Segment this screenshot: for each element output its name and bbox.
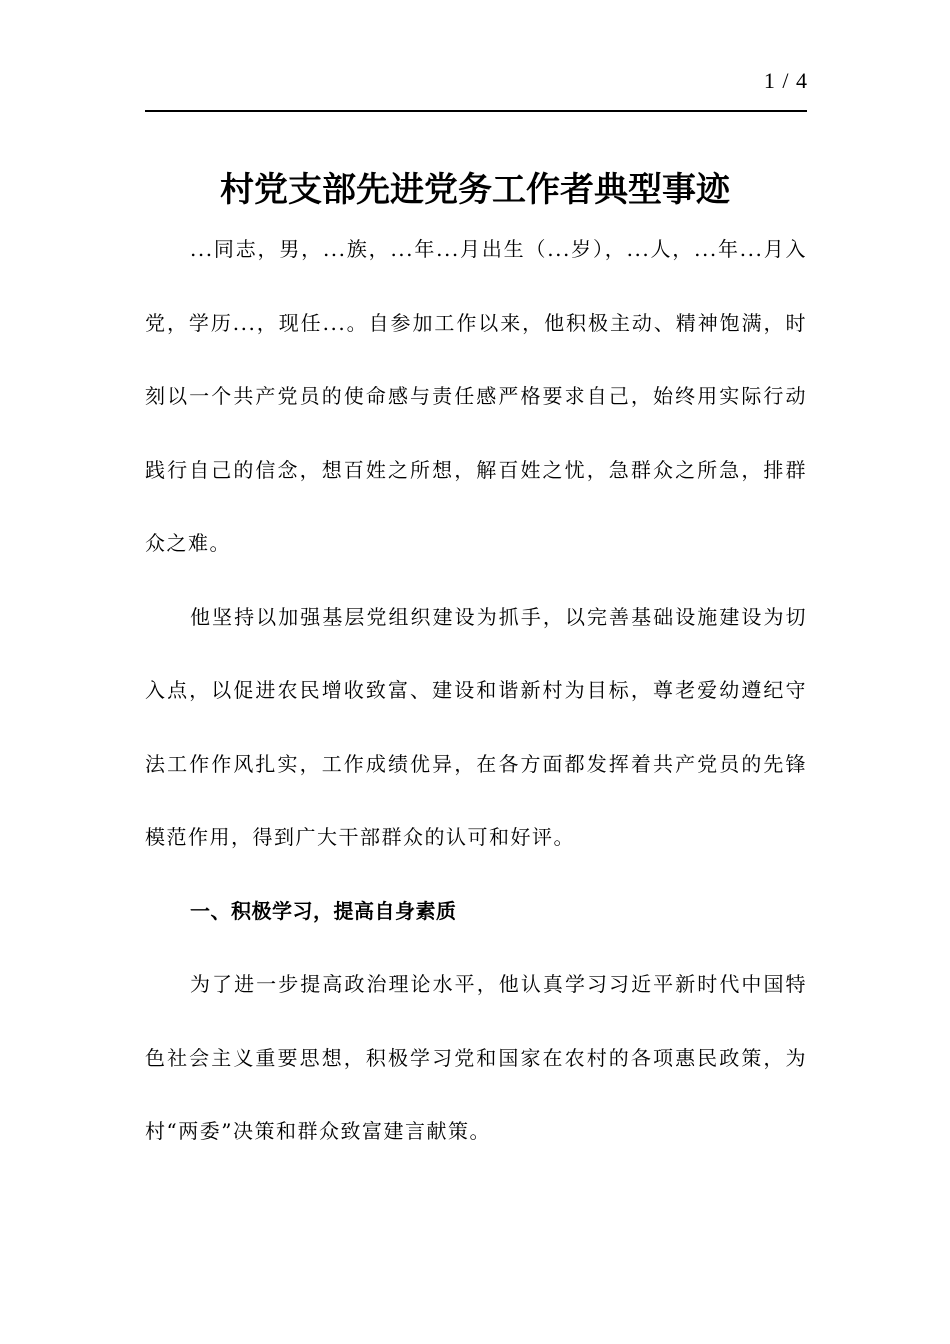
paragraph-section-1: 为了进一步提高政治理论水平，他认真学习习近平新时代中国特色社会主义重要思想，积极学习党和国家在农村的各项惠民政策，为村“两委”决策和群众致富建言献策。	[145, 972, 807, 1143]
page-number: 1 / 4	[763, 68, 808, 93]
document-body	[145, 213, 807, 1169]
document-title: 村党支部先进党务工作者典型事迹	[220, 170, 730, 210]
paragraph-summary: 他坚持以加强基层党组织建设为抓手，以完善基础设施建设为切入点，以促进农民增收致富、建设和谐新村为目标，尊老爱幼遵纪守法工作作风扎实，工作成绩优异，在各方面都发挥着共产党员的先锋模范作用，得到广大干部群众的认可和好评。	[145, 604, 807, 849]
header-divider	[145, 110, 807, 112]
section-heading: 一、积极学习，提高自身素质	[190, 898, 457, 923]
paragraph-intro: ...同志，男，...族，...年...月出生（...岁），...人，...年...月入党，学历...，现任...。自参加工作以来，他积极主动、精神饱满，时刻以一个共产党员的使命感与责任感严格要求自己，始终用实际行动践行自己的信念，想百姓之所想，解百姓之忧，急群众之所急，排群众之难。	[145, 237, 807, 555]
